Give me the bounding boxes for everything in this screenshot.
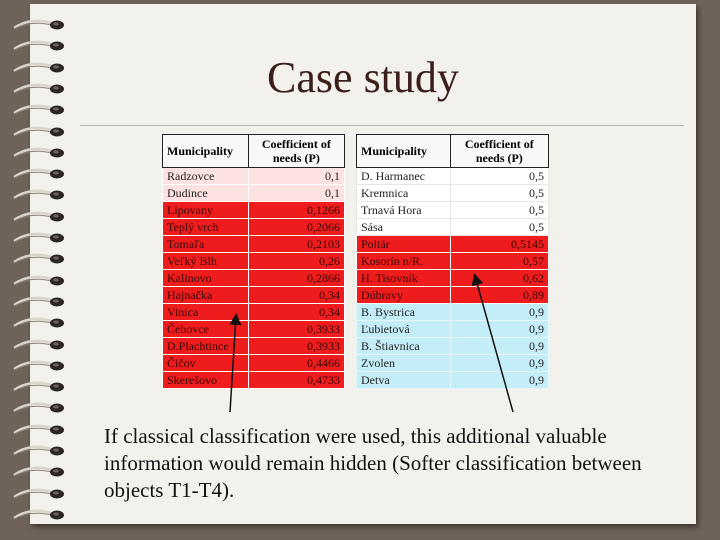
coefficient-cell: 0,5145 xyxy=(450,236,548,253)
municipality-cell: Kalinovo xyxy=(163,270,249,287)
municipality-cell: Detva xyxy=(357,372,451,389)
coefficient-cell: 0,2866 xyxy=(248,270,344,287)
coefficient-cell: 0,34 xyxy=(248,304,344,321)
coefficient-cell: 0,2066 xyxy=(248,219,344,236)
municipality-cell: Poltár xyxy=(357,236,451,253)
municipality-cell: Zvolen xyxy=(357,355,451,372)
header-coefficient: Coefficient of needs (P) xyxy=(248,135,344,168)
municipality-cell: Lipovany xyxy=(163,202,249,219)
municipality-cell: Dudince xyxy=(163,185,249,202)
municipality-cell: Kremnica xyxy=(357,185,451,202)
municipality-cell: Čebovce xyxy=(163,321,249,338)
arrow-right xyxy=(475,276,513,412)
coefficient-cell: 0,5 xyxy=(450,202,548,219)
header-coefficient: Coefficient of needs (P) xyxy=(450,135,548,168)
municipality-cell: Kosorín n/R. xyxy=(357,253,451,270)
municipality-cell: D.Plachtince xyxy=(163,338,249,355)
municipality-cell: Trnavá Hora xyxy=(357,202,451,219)
coefficient-cell: 0,57 xyxy=(450,253,548,270)
municipality-cell: Ľubietová xyxy=(357,321,451,338)
coefficient-cell: 0,9 xyxy=(450,372,548,389)
municipality-cell: Tomaľa xyxy=(163,236,249,253)
coefficient-cell: 0,5 xyxy=(450,168,548,185)
header-municipality: Municipality xyxy=(357,135,451,168)
arrow-left xyxy=(230,316,236,412)
municipality-cell: Vinica xyxy=(163,304,249,321)
municipality-cell: Hajnačka xyxy=(163,287,249,304)
municipality-cell: Radzovce xyxy=(163,168,249,185)
header-municipality: Municipality xyxy=(163,135,249,168)
coefficient-cell: 0,34 xyxy=(248,287,344,304)
coefficient-cell: 0,4466 xyxy=(248,355,344,372)
municipality-cell: Teplý vrch xyxy=(163,219,249,236)
coefficient-cell: 0,1266 xyxy=(248,202,344,219)
municipality-cell: Skerešovo xyxy=(163,372,249,389)
municipality-cell: Čičov xyxy=(163,355,249,372)
coefficient-cell: 0,3933 xyxy=(248,321,344,338)
coefficient-cell: 0,1 xyxy=(248,185,344,202)
coefficient-cell: 0,9 xyxy=(450,321,548,338)
coefficient-cell: 0,4733 xyxy=(248,372,344,389)
municipality-cell: Sása xyxy=(357,219,451,236)
coefficient-cell: 0,9 xyxy=(450,304,548,321)
municipality-cell: H. Tisovník xyxy=(357,270,451,287)
municipality-cell: Dúbravy xyxy=(357,287,451,304)
coefficient-cell: 0,3933 xyxy=(248,338,344,355)
coefficient-cell: 0,2103 xyxy=(248,236,344,253)
coefficient-cell: 0,9 xyxy=(450,355,548,372)
coefficient-cell: 0,62 xyxy=(450,270,548,287)
coefficient-cell: 0,26 xyxy=(248,253,344,270)
slide-caption: If classical classification were used, this additional valuable information would remain hidden (Softer classification between objects T1-T4). xyxy=(104,424,642,502)
municipality-cell: D. Harmanec xyxy=(357,168,451,185)
municipality-cell: B. Bystrica xyxy=(357,304,451,321)
municipality-cell: Veľký Blh xyxy=(163,253,249,270)
coefficient-cell: 0,9 xyxy=(450,338,548,355)
coefficient-cell: 0,1 xyxy=(248,168,344,185)
coefficient-cell: 0,5 xyxy=(450,185,548,202)
municipality-cell: B. Štiavnica xyxy=(357,338,451,355)
coefficient-cell: 0,89 xyxy=(450,287,548,304)
coefficient-cell: 0,5 xyxy=(450,219,548,236)
slide-title: Case study xyxy=(267,53,459,102)
